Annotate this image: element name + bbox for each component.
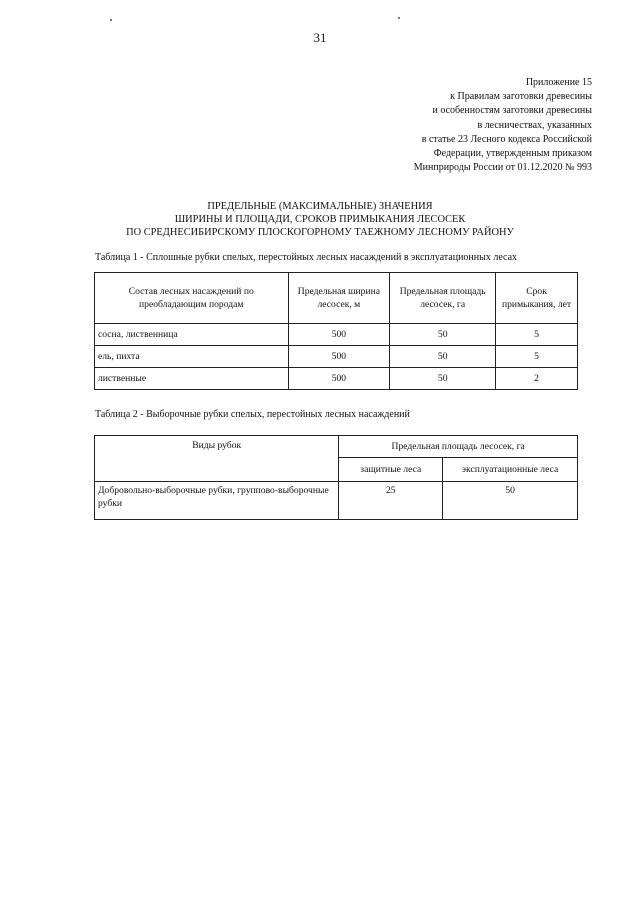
table1-header-area: Предельная площадь лесосек, га [390, 273, 496, 324]
annex-line: к Правилам заготовки древесины [450, 91, 592, 103]
annex-line: Приложение 15 [525, 77, 592, 88]
table-cell: 500 [288, 324, 390, 346]
annex-block [414, 76, 592, 175]
table-row [95, 346, 578, 368]
table1-header-term: Срок примыкания, лет [496, 273, 578, 324]
table-header-row [95, 273, 578, 324]
table2-subheader-protective: защитные леса [339, 458, 443, 482]
table2 [94, 435, 578, 520]
annex-line: Минприроды России от 01.12.2020 № 993 [413, 162, 592, 174]
title-line: ПО СРЕДНЕСИБИРСКОМУ ПЛОСКОГОРНОМУ ТАЕЖНОМУ ЛЕСНОМУ РАЙОНУ [126, 227, 514, 239]
table-cell: ель, пихта [95, 346, 289, 368]
table-cell: 50 [390, 368, 496, 390]
table-header-row [95, 436, 578, 458]
table1 [94, 272, 578, 390]
annex-line: в лесничествах, указанных [477, 119, 592, 131]
table2-header-area: Предельная площадь лесосек, га [339, 436, 578, 458]
table-cell: 50 [390, 324, 496, 346]
annex-line: и особенностям заготовки древесины [432, 105, 592, 117]
table1-caption: Таблица 1 - Сплошные рубки спелых, перестойных лесных насаждений в эксплуатационных лесах [95, 252, 518, 263]
table-cell: лиственные [95, 368, 289, 390]
table-cell: 25 [339, 482, 443, 520]
table-cell: 5 [496, 324, 578, 346]
annex-line: Федерации, утвержденным приказом [433, 148, 592, 160]
document-title [0, 200, 640, 240]
table-cell: 5 [496, 346, 578, 368]
table-row [95, 368, 578, 390]
table-row [95, 324, 578, 346]
table-cell: 50 [443, 482, 578, 520]
annex-line: в статье 23 Лесного кодекса Российской [421, 133, 592, 145]
table2-header-type: Виды рубок [95, 436, 339, 482]
table-cell: 500 [288, 346, 390, 368]
table-cell: 2 [496, 368, 578, 390]
page-number: 31 [313, 30, 327, 45]
title-line: ШИРИНЫ И ПЛОЩАДИ, СРОКОВ ПРИМЫКАНИЯ ЛЕСОСЕК [174, 214, 466, 226]
table-row [95, 482, 578, 520]
table-cell: 500 [288, 368, 390, 390]
table1-header-composition: Состав лесных насаждений по преобладающим породам [95, 273, 289, 324]
table-cell: 50 [390, 346, 496, 368]
table1-header-width: Предельная ширина лесосек, м [288, 273, 390, 324]
scan-speck [398, 17, 400, 19]
table-cell: сосна, лиственница [95, 324, 289, 346]
table2-caption: Таблица 2 - Выборочные рубки спелых, перестойных лесных насаждений [95, 409, 410, 420]
table2-subheader-exploitation: эксплуатационные леса [443, 458, 578, 482]
title-line: ПРЕДЕЛЬНЫЕ (МАКСИМАЛЬНЫЕ) ЗНАЧЕНИЯ [207, 201, 433, 212]
table-cell: Добровольно-выборочные рубки, группово-выборочные рубки [95, 482, 339, 520]
scan-speck [110, 19, 112, 21]
